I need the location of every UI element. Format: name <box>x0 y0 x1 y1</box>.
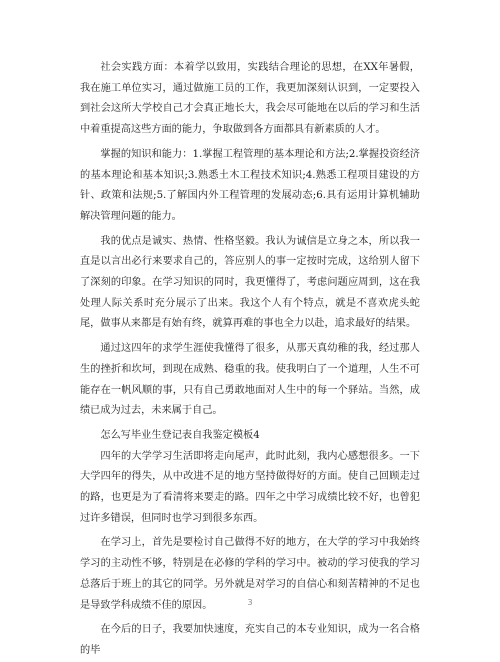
section-heading: 怎么写毕业生登记表自我鉴定模板4 <box>100 429 260 441</box>
paragraph-social-practice: 社会实践方面：本着学以致用，实践结合理论的思想，在XX年暑假，我在施工单位实习，通过做施工员的工作，我更加深刻认识到，一定要投入到社会这所大学校自己才会真正地长大，我会尽可能地在以后的学习和生活中着重提高这些方面的能力，争取做到各方面都具有新素质的人才。 <box>80 62 420 136</box>
paragraph-knowledge-abilities: 掌握的知识和能力：1.掌握工程管理的基本理论和方法;2.掌握投资经济的基本理论和基本知识;3.熟悉土木工程技术知识;4.熟悉工程项目建设的方针、政策和法规;5.了解国内外工程管理的发展动态;6.具有运用计算机辅助解决管理问题的能力。 <box>80 148 420 222</box>
paragraph-four-years: 四年的大学学习生活即将走向尾声，此时此刻，我内心感想很多。一下大学四年的得失，从中改进不足的地方坚持做得好的方面。使自己回顾走过的路，也更是为了看清将来要走的路。四年之中学习成绩比较不好，也曾犯过许多错误，但同时也学习到很多东西。 <box>80 450 420 524</box>
page-number: 3 <box>247 598 253 607</box>
paragraph-study-review: 在学习上，首先是要检讨自己做得不好的地方，在大学的学习中我始终学习的主动性不够，特别是在必修的学科的学习中。被动的学习使我的学习总落后于班上的其它的同学。另外就是对学习的自信心和刻苦精神的不足也是导致学科成绩不佳的原因。 <box>80 537 420 611</box>
paragraph-future: 在今后的日子，我要加快速度，充实自己的本专业知识，成为一名合格的毕 <box>80 624 420 656</box>
document-body <box>80 58 420 662</box>
paragraph-strengths: 我的优点是诚实、热情、性格坚毅。我认为诚信是立身之本，所以我一直是以言出必行来要求自己的，答应别人的事一定按时完成，这给别人留下了深刻的印象。在学习知识的同时，我更懂得了，考虑问题应周到，这在我处理人际关系时充分展示了出来。我这个人有个特点，就是不喜欢虎头蛇尾，做事从来都是有始有终，就算再难的事也全力以赴，追求最好的结果。 <box>80 235 420 330</box>
paragraph-study-experience: 通过这四年的求学生涯使我懂得了很多，从那天真幼稚的我，经过那人生的挫折和坎坷，到现在成熟、稳重的我。使我明白了一个道理，人生不可能存在一帆风顺的事，只有自己勇敢地面对人生中的每一个驿站。当然，成绩已成为过去，未来属于自己。 <box>80 343 420 417</box>
